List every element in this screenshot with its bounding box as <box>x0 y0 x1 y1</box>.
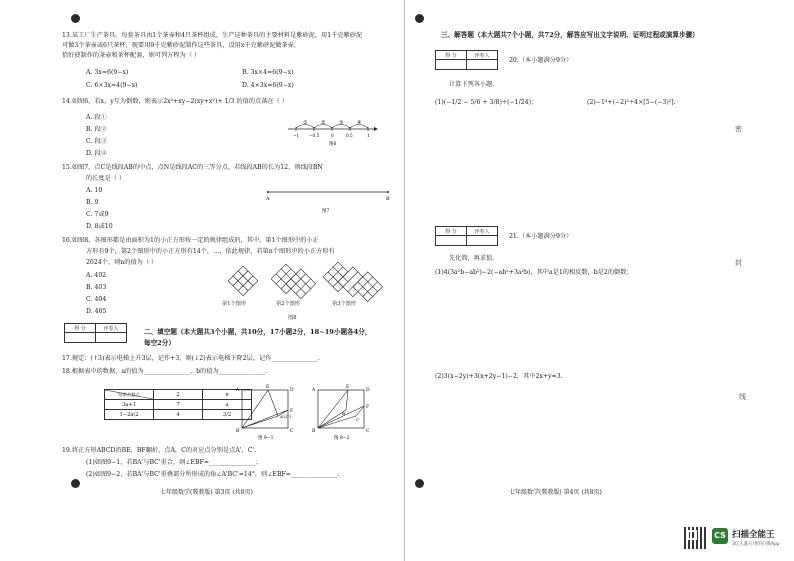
vertex-label: A'(C') <box>280 414 292 419</box>
grader-label: 评卷人 <box>96 324 127 333</box>
q20-part1: (1)(−1/2 − 5/6 + 3/8)÷(−1/24)； <box>435 99 538 106</box>
score-cell[interactable] <box>65 333 96 343</box>
pattern-figure-2 <box>266 262 318 300</box>
section-3-heading: 三、解答题（本大题共7个小题，共72分，解答应写出文字说明、证明过程或演算步骤） <box>441 31 699 39</box>
camscanner-logo-icon: CS <box>712 528 728 544</box>
table-cell: 4 <box>154 410 203 420</box>
binding-hole <box>71 479 80 488</box>
q17: 17.规定：(↑3)表示电梯上升3层，记作+3，则(↓2)表示电梯下降2层，记作_______________. <box>62 355 320 362</box>
table-cell: 3a+1 <box>105 400 154 410</box>
right-page <box>405 0 794 561</box>
figure-caption: 图 9−1 <box>258 436 274 441</box>
binding-mark: 封 <box>735 259 742 267</box>
figure-9-2 <box>312 384 384 440</box>
tick-label: −1 <box>293 133 300 138</box>
scanner-app-name: 扫描全能王 <box>732 530 775 540</box>
vertex-label: E <box>346 385 350 390</box>
table-corner-header: 结果\代数式 <box>118 391 140 397</box>
q16-line3: 2024个，则n的值为（ ） <box>86 259 158 266</box>
q20-part2: (2)−1⁴+(−2)³÷4×[5−(−3)²]. <box>587 99 676 106</box>
q16-option-a[interactable]: A. 402 <box>86 272 107 279</box>
figure-2-label: 第2个图形 <box>276 301 301 307</box>
q14-option-a[interactable]: A. 段① <box>86 114 107 121</box>
vertex-label: B <box>236 429 240 434</box>
score-box <box>435 226 498 246</box>
figure-caption: 图7 <box>322 209 330 214</box>
pattern-figure-3 <box>318 260 380 302</box>
grader-cell[interactable] <box>96 333 127 343</box>
q13-line3: 恰好使制作的茶壶和茶杯配套，则可列方程为（ ） <box>62 52 201 59</box>
q13-option-a[interactable]: A. 3x=6(9−x) <box>86 69 129 76</box>
q15-option-d[interactable]: D. 8或10 <box>86 223 113 230</box>
vertex-label: E <box>266 385 270 390</box>
table-cell: 3/2 <box>203 410 252 420</box>
vertex-label: D <box>290 388 294 393</box>
figure-3-label: 第3个图形 <box>332 301 357 307</box>
vertex-label: A <box>312 388 316 393</box>
q19-part2: (2)如图9−2，若BA'与BC'重叠部分所形成的角∠A'BC'=14°，则∠EBF=_______________. <box>86 471 340 478</box>
q15-option-b[interactable]: B. 9 <box>86 199 99 206</box>
number-line-figure <box>286 118 386 146</box>
segment-ab-figure <box>264 186 394 216</box>
point-a-label: A <box>266 196 270 202</box>
vertex-label: D <box>366 388 370 393</box>
q16-line1: 16.如图8，各图形都是由面积为1的小正方形按一定的规律组成的，其中，第1个图形中的小正 <box>62 237 319 244</box>
q15-option-a[interactable]: A. 10 <box>86 187 103 194</box>
score-box <box>435 50 498 70</box>
grader-label: 评卷人 <box>467 51 498 60</box>
q18-stem: 18.根据表中的数据，a的值为_______________，b的值为_______________. <box>62 368 268 375</box>
page-footer: 七年级数学(冀教版) 第3页 (共8页) <box>160 489 253 496</box>
binding-hole <box>415 479 424 488</box>
vertex-label: B <box>312 429 316 434</box>
q16-line2: 方形有9个，第2个图形中的小正方形有14个，…，依此规律，若第n个图形中的小正方形有 <box>86 248 335 255</box>
figure-1-label: 第1个图形 <box>222 301 247 307</box>
vertex-label: F <box>366 405 370 410</box>
q21-part1: (1)4(3a²b−ab²)−2(−ab²+3a²b)，其中a是1的相反数，b是2的倒数； <box>435 269 633 276</box>
q19-part1: (1)如图9−1，若BA'与BC'重合，则∠EBF=_______________； <box>86 459 262 466</box>
qr-code-icon <box>684 527 706 549</box>
tick-label: 0.5 <box>346 133 353 138</box>
q20-instruction: 计算下列各小题. <box>449 81 495 88</box>
score-label: 得 分 <box>436 51 467 60</box>
q15-line2: 的长度是（ ） <box>86 175 126 182</box>
figure-9-1 <box>236 384 308 440</box>
vertex-label: C' <box>356 417 361 422</box>
table-cell: 2 <box>154 390 203 400</box>
binding-hole <box>71 14 80 23</box>
table-cell: n <box>203 390 252 400</box>
q21-heading: 21.（本小题满分9分） <box>509 233 573 240</box>
section-2-heading: 二、填空题（本大题共3个小题，共10分，17小题2分，18~19小题各4分， <box>144 328 372 336</box>
table-cell: 1−2a\2 <box>105 410 154 420</box>
table-cell: a <box>203 400 252 410</box>
q15-line1: 15.如图7，点C是线段AB的中点，点N是线段AC的三等分点，若线段AB的长为12，则线段BN <box>62 164 323 171</box>
segment-label: ③ <box>339 120 344 126</box>
tick-label: 1 <box>367 133 370 138</box>
q13-line1: 13.某工厂生产茶具，每套茶具由1个茶壶和4只茶杯组成，生产这种茶具的主要材料是紫砂泥，用1千克紫砂泥 <box>62 32 363 39</box>
q16-option-b[interactable]: B. 403 <box>86 284 107 291</box>
grader-cell[interactable] <box>467 236 498 246</box>
q15-option-c[interactable]: C. 7或9 <box>86 211 109 218</box>
binding-hole <box>415 14 424 23</box>
section-2-heading-cont: 每空2分） <box>144 339 175 347</box>
q13-line2: 可做3个茶壶或6只茶杯，现要用9千克紫砂泥制作这些茶具，设用x千克紫砂泥做茶壶， <box>62 42 301 49</box>
segment-label: ② <box>321 120 326 126</box>
binding-mark: 线 <box>739 393 746 401</box>
score-label: 得 分 <box>65 324 96 333</box>
score-label: 得 分 <box>436 227 467 236</box>
segment-label: ① <box>303 120 308 126</box>
vertex-label: C <box>366 429 370 434</box>
q14-option-b[interactable]: B. 段② <box>86 126 107 133</box>
vertex-label: A <box>236 388 240 393</box>
q18-table <box>104 389 252 420</box>
figure-caption: 图 9−2 <box>334 436 350 441</box>
vertex-label: B' <box>342 411 347 416</box>
q13-option-b[interactable]: B. 3x×4=6(9−x) <box>242 69 294 76</box>
q14-option-c[interactable]: C. 段③ <box>86 138 107 145</box>
figure-caption: 图8 <box>288 315 297 321</box>
pattern-figure-1 <box>222 264 264 298</box>
binding-mark: 密 <box>735 125 742 133</box>
vertex-label: F <box>290 409 294 414</box>
q21-part2: (2)3(x−2y)+3(x+2y−1)−2，其中2x+y=3. <box>435 373 563 380</box>
tick-label: −0.5 <box>309 133 320 138</box>
grader-cell[interactable] <box>467 60 498 70</box>
score-cell[interactable] <box>436 60 467 70</box>
q14-stem: 14.如图6，若x，y互为倒数，则表示2x²+xy−2(xy+x²)+ 1/3 的值的点落在（ ） <box>62 98 288 105</box>
q16-option-d[interactable]: D. 405 <box>86 308 107 315</box>
point-b-label: B <box>386 196 390 202</box>
page-footer: 七年级数学(冀教版) 第4页 (共8页) <box>509 489 602 496</box>
tick-label: 0 <box>331 133 334 138</box>
q13-option-d[interactable]: D. 4×3x=6(9−x) <box>242 82 294 89</box>
q16-option-c[interactable]: C. 404 <box>86 296 107 303</box>
grader-label: 评卷人 <box>467 227 498 236</box>
score-box <box>64 323 127 343</box>
table-cell: 7 <box>154 400 203 410</box>
q14-option-d[interactable]: D. 段④ <box>86 150 108 157</box>
scanner-app-tagline: 3亿人都在用的扫描App <box>732 542 780 547</box>
q21-instruction: 先化简，再求值. <box>449 255 495 262</box>
segment-label: ④ <box>357 120 362 126</box>
figure-caption: 图6 <box>329 142 337 147</box>
q19-stem: 19.将正方形ABCD沿BE，BF翻折，点A，C的对应点分别是点A'，C'. <box>62 447 257 454</box>
q13-option-c[interactable]: C. 6×3x=4(9−x) <box>86 82 138 89</box>
vertex-label: C <box>290 429 294 434</box>
score-cell[interactable] <box>436 236 467 246</box>
q20-heading: 20.（本小题满分9分） <box>509 57 573 64</box>
